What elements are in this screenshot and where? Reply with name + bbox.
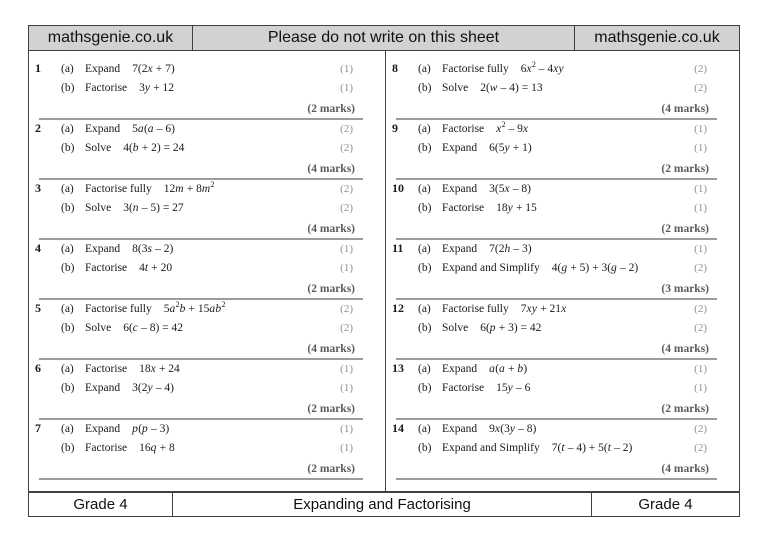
question-number: 7 <box>35 421 41 435</box>
question-number: 11 <box>392 241 404 255</box>
question-column <box>386 51 739 491</box>
part-expression: 7(2h – 3) <box>489 243 532 255</box>
question-block <box>29 177 385 237</box>
part-expression: $5a^2b + 15ab^2$ <box>163 300 226 315</box>
part-marks: (1) <box>694 123 707 135</box>
question-part <box>33 241 373 262</box>
part-expression: 6(p + 3) = 42 <box>480 322 542 334</box>
question-total-marks: (4 marks) <box>307 163 355 175</box>
question-part <box>33 361 373 382</box>
question-part <box>33 301 373 322</box>
part-marks: (2) <box>340 142 353 154</box>
question-part <box>390 181 727 202</box>
question-part <box>390 82 727 103</box>
part-label: (a) <box>418 363 431 375</box>
part-task: Factorise fully <box>85 183 152 195</box>
footer-bar <box>28 492 740 517</box>
part-expression: 7(2x + 7) <box>132 63 175 75</box>
part-task: Factorise <box>442 202 485 214</box>
question-block <box>29 117 385 177</box>
question-total-marks: (2 marks) <box>307 283 355 295</box>
question-total-marks: (2 marks) <box>307 463 355 475</box>
question-part <box>390 202 727 223</box>
part-label: (b) <box>61 142 75 154</box>
part-task: Solve <box>442 82 469 94</box>
part-expression: 3(2y – 4) <box>132 382 174 394</box>
part-label: (a) <box>61 423 74 435</box>
question-total-marks: (2 marks) <box>307 103 355 115</box>
part-label: (b) <box>418 202 432 214</box>
part-label: (a) <box>418 423 431 435</box>
part-expression: $x^2 - 9x$ <box>496 120 529 135</box>
question-block <box>386 237 739 297</box>
part-label: (b) <box>61 82 75 94</box>
part-marks: (2) <box>694 63 707 75</box>
part-task: Factorise <box>85 442 128 454</box>
part-marks: (1) <box>340 442 353 454</box>
part-task: Expand <box>85 243 121 255</box>
part-task: Expand <box>442 243 478 255</box>
question-total-marks: (2 marks) <box>307 403 355 415</box>
question-block <box>386 357 739 417</box>
part-expression: 2(w – 4) = 13 <box>480 82 543 94</box>
part-marks: (2) <box>694 262 707 274</box>
part-expression: 6(c – 8) = 42 <box>123 322 184 334</box>
part-task: Expand and Simplify <box>442 442 540 454</box>
part-label: (b) <box>61 382 75 394</box>
part-task: Factorise <box>85 82 128 94</box>
part-marks: (1) <box>340 363 353 375</box>
part-marks: (2) <box>694 442 707 454</box>
question-number: 12 <box>392 301 404 315</box>
part-task: Solve <box>85 142 112 154</box>
part-label: (b) <box>418 262 432 274</box>
worksheet-body <box>28 51 740 492</box>
question-part <box>33 202 373 223</box>
part-marks: (1) <box>340 63 353 75</box>
question-column <box>29 51 386 491</box>
question-part <box>390 121 727 142</box>
question-number: 6 <box>35 361 41 375</box>
part-marks: (2) <box>694 322 707 334</box>
part-marks: (2) <box>340 322 353 334</box>
part-marks: (2) <box>694 82 707 94</box>
part-task: Expand <box>442 142 478 154</box>
part-label: (a) <box>418 63 431 75</box>
part-label: (a) <box>61 123 74 135</box>
part-label: (b) <box>418 322 432 334</box>
question-part <box>33 322 373 343</box>
question-number: 10 <box>392 181 404 195</box>
question-block <box>386 297 739 357</box>
part-expression: 6(5y + 1) <box>489 142 532 154</box>
question-number: 14 <box>392 421 404 435</box>
part-label: (a) <box>418 183 431 195</box>
part-task: Expand <box>442 363 478 375</box>
part-expression: 4(b + 2) = 24 <box>123 142 185 154</box>
part-expression: 18y + 15 <box>496 202 537 214</box>
part-task: Factorise fully <box>442 303 509 315</box>
question-part <box>390 442 727 463</box>
part-label: (b) <box>61 262 75 274</box>
header-brand-left: mathsgenie.co.uk <box>28 25 193 51</box>
question-part <box>33 61 373 82</box>
part-marks: (1) <box>694 382 707 394</box>
part-label: (b) <box>61 442 75 454</box>
question-part <box>33 142 373 163</box>
part-expression: $6x^2 - 4xy$ <box>520 60 564 75</box>
part-expression: p(p – 3) <box>132 423 170 435</box>
question-total-marks: (4 marks) <box>661 343 709 355</box>
part-label: (b) <box>61 202 75 214</box>
question-separator <box>396 478 717 480</box>
part-label: (b) <box>418 382 432 394</box>
part-expression: 16q + 8 <box>139 442 175 454</box>
header-brand-right: mathsgenie.co.uk <box>575 25 740 51</box>
part-expression: 7(t – 4) + 5(t – 2) <box>551 442 633 454</box>
part-task: Solve <box>85 202 112 214</box>
part-task: Factorise <box>442 382 485 394</box>
question-block <box>29 297 385 357</box>
question-block <box>29 237 385 297</box>
part-marks: (2) <box>340 183 353 195</box>
part-label: (a) <box>61 303 74 315</box>
question-part <box>390 301 727 322</box>
part-expression: 5a(a – 6) <box>132 123 175 135</box>
question-part <box>33 421 373 442</box>
question-number: 8 <box>392 61 398 75</box>
question-block <box>386 177 739 237</box>
question-part <box>33 442 373 463</box>
part-marks: (2) <box>340 123 353 135</box>
question-part <box>33 121 373 142</box>
part-expression: 8(3s – 2) <box>132 243 174 255</box>
question-part <box>390 142 727 163</box>
part-expression: 3y + 12 <box>139 82 175 94</box>
part-label: (b) <box>418 142 432 154</box>
part-task: Expand <box>85 123 121 135</box>
part-task: Expand <box>85 382 121 394</box>
part-expression: a(a + b) <box>489 363 528 375</box>
part-label: (b) <box>418 442 432 454</box>
part-marks: (1) <box>694 183 707 195</box>
question-number: 4 <box>35 241 41 255</box>
question-total-marks: (4 marks) <box>307 223 355 235</box>
question-part <box>33 262 373 283</box>
part-label: (b) <box>418 82 432 94</box>
part-task: Solve <box>442 322 469 334</box>
question-number: 2 <box>35 121 41 135</box>
question-number: 9 <box>392 121 398 135</box>
part-label: (a) <box>418 123 431 135</box>
footer-grade-right: Grade 4 <box>592 492 740 517</box>
question-block <box>29 357 385 417</box>
question-part <box>33 181 373 202</box>
part-task: Solve <box>85 322 112 334</box>
question-part <box>390 361 727 382</box>
part-label: (a) <box>61 363 74 375</box>
question-part <box>390 322 727 343</box>
question-total-marks: (2 marks) <box>661 163 709 175</box>
part-task: Expand and Simplify <box>442 262 540 274</box>
question-block <box>29 57 385 117</box>
part-label: (a) <box>418 303 431 315</box>
question-number: 5 <box>35 301 41 315</box>
part-task: Factorise <box>442 123 485 135</box>
question-part <box>390 61 727 82</box>
part-label: (a) <box>61 243 74 255</box>
question-part <box>33 82 373 103</box>
part-task: Expand <box>442 183 478 195</box>
question-total-marks: (2 marks) <box>661 403 709 415</box>
question-block <box>386 417 739 477</box>
part-label: (a) <box>61 63 74 75</box>
part-task: Factorise <box>85 262 128 274</box>
question-total-marks: (2 marks) <box>661 223 709 235</box>
question-number: 3 <box>35 181 41 195</box>
question-separator <box>39 478 363 480</box>
part-marks: (1) <box>694 243 707 255</box>
question-part <box>33 382 373 403</box>
question-total-marks: (4 marks) <box>661 463 709 475</box>
part-expression: 7xy + 21x <box>520 303 567 315</box>
part-expression: 9x(3y – 8) <box>489 423 537 435</box>
part-marks: (2) <box>340 303 353 315</box>
header-bar <box>28 25 740 51</box>
part-marks: (1) <box>340 382 353 394</box>
question-part <box>390 262 727 283</box>
header-notice: Please do not write on this sheet <box>193 25 575 51</box>
question-total-marks: (4 marks) <box>307 343 355 355</box>
part-expression: 4t + 20 <box>139 262 173 274</box>
part-task: Factorise <box>85 363 128 375</box>
question-block <box>29 417 385 477</box>
part-marks: (1) <box>340 243 353 255</box>
part-expression: 3(5x – 8) <box>489 183 531 195</box>
part-task: Factorise fully <box>442 63 509 75</box>
part-marks: (2) <box>340 202 353 214</box>
part-marks: (2) <box>694 303 707 315</box>
question-block <box>386 117 739 177</box>
part-expression: 15y – 6 <box>496 382 531 394</box>
part-task: Factorise fully <box>85 303 152 315</box>
question-total-marks: (3 marks) <box>661 283 709 295</box>
question-block <box>386 57 739 117</box>
part-expression: 18x + 24 <box>139 363 180 375</box>
part-expression: $12m + 8m^2$ <box>163 180 215 195</box>
part-marks: (2) <box>694 423 707 435</box>
question-total-marks: (4 marks) <box>661 103 709 115</box>
question-number: 1 <box>35 61 41 75</box>
question-part <box>390 382 727 403</box>
part-task: Expand <box>85 63 121 75</box>
part-marks: (1) <box>694 363 707 375</box>
part-expression: 3(n – 5) = 27 <box>123 202 184 214</box>
part-marks: (1) <box>340 423 353 435</box>
question-part <box>390 241 727 262</box>
part-marks: (1) <box>694 202 707 214</box>
part-marks: (1) <box>694 142 707 154</box>
question-number: 13 <box>392 361 404 375</box>
part-label: (a) <box>61 183 74 195</box>
part-expression: 4(g + 5) + 3(g – 2) <box>551 262 639 274</box>
part-label: (a) <box>418 243 431 255</box>
part-task: Expand <box>85 423 121 435</box>
question-part <box>390 421 727 442</box>
part-label: (b) <box>61 322 75 334</box>
part-marks: (1) <box>340 262 353 274</box>
part-marks: (1) <box>340 82 353 94</box>
footer-grade-left: Grade 4 <box>28 492 173 517</box>
footer-title: Expanding and Factorising <box>173 492 592 517</box>
part-task: Expand <box>442 423 478 435</box>
